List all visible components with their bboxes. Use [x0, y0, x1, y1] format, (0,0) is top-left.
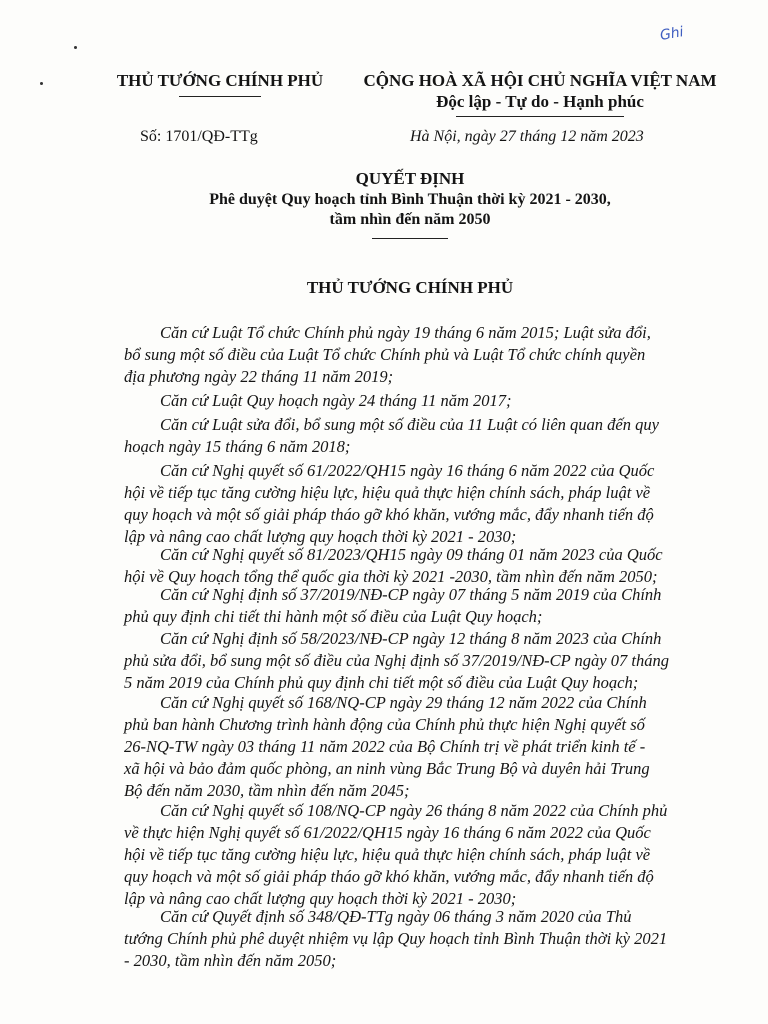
- legal-basis-paragraph: [124, 414, 724, 458]
- divider: [372, 238, 448, 239]
- legal-basis-paragraph: [124, 322, 724, 388]
- title-block: [100, 168, 720, 239]
- text-line: phủ quy định chi tiết thi hành một số điều của Luật Quy hoạch;: [124, 607, 543, 626]
- text-line: Căn cứ Nghị quyết số 61/2022/QH15 ngày 16 tháng 6 năm 2022 của Quốc: [160, 461, 655, 480]
- text-line: Căn cứ Luật Tổ chức Chính phủ ngày 19 tháng 6 năm 2015; Luật sửa đổi,: [160, 323, 651, 342]
- text-line: Căn cứ Nghị quyết số 168/NQ-CP ngày 29 tháng 12 năm 2022 của Chính: [160, 693, 647, 712]
- text-line: tướng Chính phủ phê duyệt nhiệm vụ lập Quy hoạch tỉnh Bình Thuận thời kỳ 2021: [124, 929, 668, 948]
- text-line: 5 năm 2019 của Chính phủ quy định chi tiết một số điều của Luật Quy hoạch;: [124, 673, 639, 692]
- legal-basis-paragraph: [124, 628, 724, 694]
- subject-line: tầm nhìn đến năm 2050: [329, 211, 491, 228]
- handwritten-note: Ghi: [658, 24, 685, 44]
- text-line: lập và nâng cao chất lượng quy hoạch thời kỳ 2021 - 2030;: [124, 889, 517, 908]
- text-line: Căn cứ Nghị định số 37/2019/NĐ-CP ngày 07 tháng 5 năm 2019 của Chính: [160, 585, 662, 604]
- text-line: Căn cứ Luật Quy hoạch ngày 24 tháng 11 năm 2017;: [160, 391, 512, 410]
- text-line: Căn cứ Quyết định số 348/QĐ-TTg ngày 06 tháng 3 năm 2020 của Thủ: [160, 907, 632, 926]
- divider: [179, 96, 261, 97]
- place-and-date: Hà Nội, ngày 27 tháng 12 năm 2023: [410, 128, 644, 145]
- text-line: 26-NQ-TW ngày 03 tháng 11 năm 2022 của Bộ Chính trị về phát triển kinh tế -: [124, 737, 646, 756]
- legal-basis-paragraph: [124, 692, 724, 802]
- text-line: Căn cứ Nghị quyết số 81/2023/QH15 ngày 09 tháng 01 năm 2023 của Quốc: [160, 545, 663, 564]
- text-line: hội về tiếp tục tăng cường hiệu lực, hiệu quả thực hiện chính sách, pháp luật về: [124, 845, 651, 864]
- document-type: QUYẾT ĐỊNH: [355, 169, 465, 188]
- text-line: Căn cứ Nghị quyết số 108/NQ-CP ngày 26 tháng 8 năm 2022 của Chính phủ: [160, 801, 668, 820]
- text-line: bổ sung một số điều của Luật Tổ chức Chính phủ và Luật Tổ chức chính quyền: [124, 345, 646, 364]
- issuing-authority-heading: THỦ TƯỚNG CHÍNH PHỦ: [306, 278, 514, 297]
- text-line: Căn cứ Nghị định số 58/2023/NĐ-CP ngày 12 tháng 8 năm 2023 của Chính: [160, 629, 662, 648]
- text-line: xã hội và bảo đảm quốc phòng, an ninh vùng Bắc Trung Bộ và duyên hải Trung: [124, 759, 650, 778]
- text-line: - 2030, tầm nhìn đến năm 2050;: [124, 951, 337, 970]
- text-line: lập và nâng cao chất lượng quy hoạch thời kỳ 2021 - 2030;: [124, 527, 517, 546]
- legal-basis-paragraph: [124, 584, 724, 628]
- text-line: Căn cứ Luật sửa đổi, bổ sung một số điều của 11 Luật có liên quan đến quy: [160, 415, 659, 434]
- divider: [456, 116, 624, 117]
- text-line: quy hoạch và một số giải pháp tháo gỡ khó khăn, vướng mắc, đẩy nhanh tiến độ: [124, 867, 654, 886]
- issuing-authority-block: [100, 70, 340, 97]
- text-line: quy hoạch và một số giải pháp tháo gỡ khó khăn, vướng mắc, đẩy nhanh tiến độ: [124, 505, 654, 524]
- national-heading-block: [352, 70, 728, 117]
- document-number: Số: 1701/QĐ-TTg: [140, 128, 258, 145]
- text-line: Bộ đến năm 2030, tầm nhìn đến năm 2045;: [124, 781, 410, 800]
- legal-basis-paragraph: [124, 544, 724, 588]
- national-motto: Độc lập - Tự do - Hạnh phúc: [436, 92, 644, 111]
- text-line: phủ sửa đổi, bổ sung một số điều của Nghị định số 37/2019/NĐ-CP ngày 07 tháng: [124, 651, 669, 670]
- text-line: hội về Quy hoạch tổng thể quốc gia thời kỳ 2021 -2030, tầm nhìn đến năm 2050;: [124, 567, 658, 586]
- subject-line: Phê duyệt Quy hoạch tỉnh Bình Thuận thời kỳ 2021 - 2030,: [209, 191, 611, 208]
- text-line: hoạch ngày 15 tháng 6 năm 2018;: [124, 437, 351, 456]
- legal-basis-paragraph: [124, 906, 724, 972]
- issuing-authority: THỦ TƯỚNG CHÍNH PHỦ: [116, 71, 324, 90]
- national-name: CỘNG HOÀ XÃ HỘI CHỦ NGHĨA VIỆT NAM: [363, 71, 717, 90]
- legal-basis-paragraph: [124, 800, 724, 910]
- text-line: hội về tiếp tục tăng cường hiệu lực, hiệu quả thực hiện chính sách, pháp luật về: [124, 483, 651, 502]
- legal-basis-paragraph: [124, 460, 724, 548]
- legal-basis-paragraph: [124, 390, 724, 412]
- scan-speck: [74, 46, 77, 49]
- text-line: địa phương ngày 22 tháng 11 năm 2019;: [124, 367, 394, 386]
- scan-speck: [40, 82, 43, 85]
- text-line: phủ ban hành Chương trình hành động của Chính phủ thực hiện Nghị quyết số: [124, 715, 645, 734]
- text-line: về thực hiện Nghị quyết số 61/2022/QH15 ngày 16 tháng 6 năm 2022 của Quốc: [124, 823, 651, 842]
